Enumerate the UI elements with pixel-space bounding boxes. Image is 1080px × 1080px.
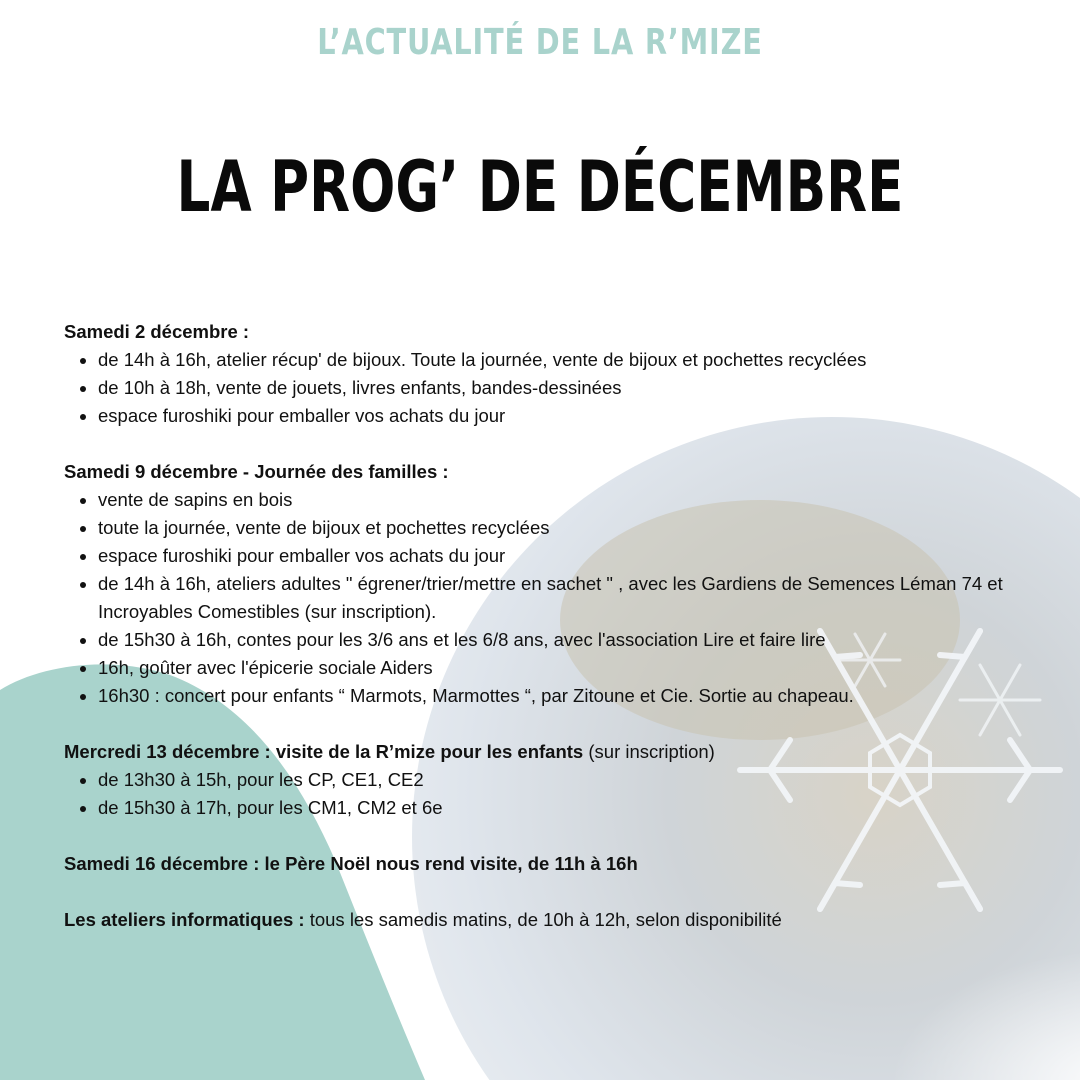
event-list [64, 486, 1054, 710]
list-item: • de 15h30 à 17h, pour les CM1, CM2 et 6e [98, 794, 1054, 822]
section-heading: Samedi 2 décembre : [64, 321, 250, 342]
section-computer-workshops [64, 906, 1054, 934]
list-item: • espace furoshiki pour emballer vos achats du jour [98, 402, 1054, 430]
list-item: • 16h, goûter avec l'épicerie sociale Aiders [98, 654, 1054, 682]
page-title: LA PROG’ DE DÉCEMBRE [176, 146, 904, 228]
list-item: • de 15h30 à 16h, contes pour les 3/6 ans et les 6/8 ans, avec l'association Lire et faire lire [98, 626, 1054, 654]
list-item: • de 13h30 à 15h, pour les CP, CE1, CE2 [98, 766, 1054, 794]
list-item: • vente de sapins en bois [98, 486, 1054, 514]
section-heading: Les ateliers informatiques : tous les samedis matins, de 10h à 12h, selon disponibilité [64, 909, 782, 930]
section-heading: Mercredi 13 décembre : visite de la R’mize pour les enfants (sur inscription) [64, 741, 715, 762]
section-heading: Samedi 16 décembre : le Père Noël nous rend visite, de 11h à 16h [64, 853, 638, 874]
section-saturday-2 [64, 318, 1054, 430]
header-kicker: L’ACTUALITÉ DE LA R’MIZE [317, 22, 763, 63]
section-saturday-9 [64, 458, 1054, 710]
program-list [64, 318, 1054, 962]
event-list [64, 766, 1054, 822]
section-saturday-16 [64, 850, 1054, 878]
section-heading: Samedi 9 décembre - Journée des familles : [64, 461, 449, 482]
list-item: • espace furoshiki pour emballer vos achats du jour [98, 542, 1054, 570]
section-wednesday-13 [64, 738, 1054, 822]
list-item: • 16h30 : concert pour enfants “ Marmots, Marmottes “, par Zitoune et Cie. Sortie au chapeau. [98, 682, 1054, 710]
list-item: • de 14h à 16h, ateliers adultes " égrener/trier/mettre en sachet " , avec les Gardiens de Semences Léman 74 et Incroyables Comestibles (sur inscription). [98, 570, 1054, 626]
event-list [64, 346, 1054, 430]
list-item: • toute la journée, vente de bijoux et pochettes recyclées [98, 514, 1054, 542]
list-item: • de 14h à 16h, atelier récup' de bijoux. Toute la journée, vente de bijoux et pochettes recyclées [98, 346, 1054, 374]
list-item: • de 10h à 18h, vente de jouets, livres enfants, bandes-dessinées [98, 374, 1054, 402]
